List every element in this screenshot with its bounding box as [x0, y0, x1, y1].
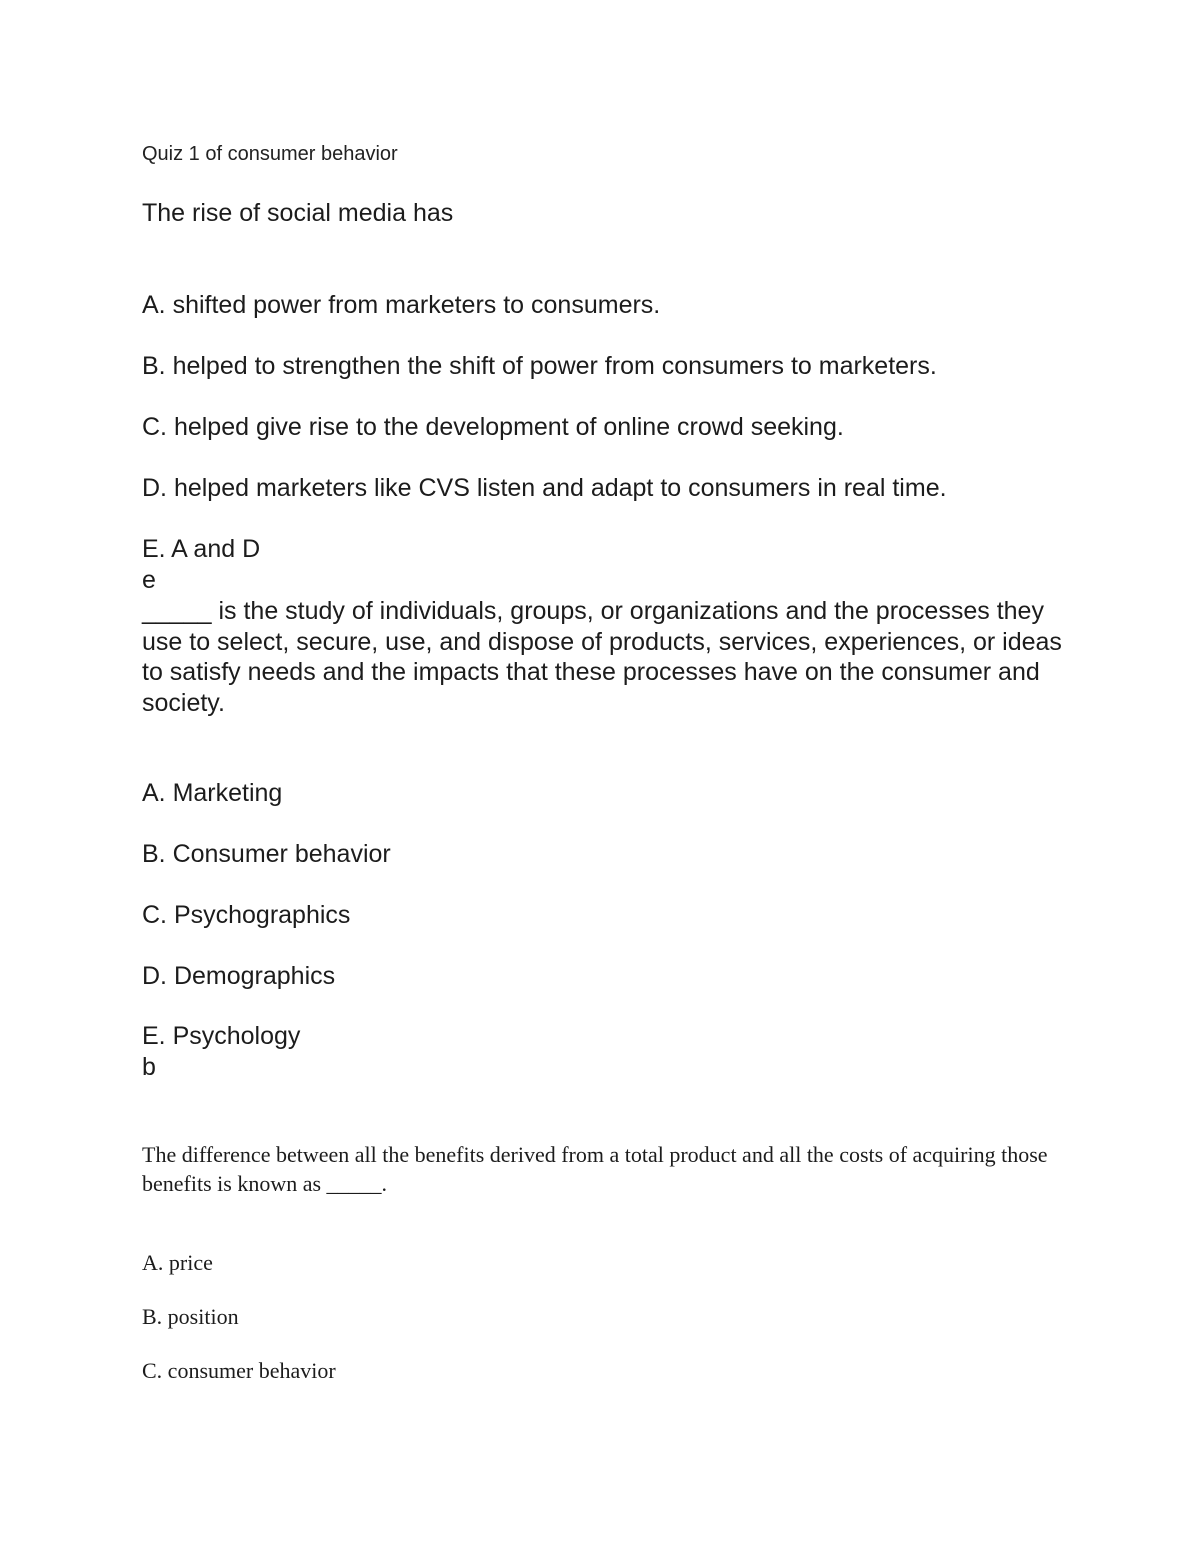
question-2-answer: b [142, 1053, 156, 1081]
question-1-option-e: E. A and D [142, 535, 261, 563]
question-2-option-a: A. Marketing [142, 779, 283, 807]
question-2-option-e: E. Psychology [142, 1022, 301, 1050]
question-1-answer: e [142, 566, 156, 594]
question-3-option-a: A. price [142, 1250, 213, 1275]
question-2-option-c: C. Psychographics [142, 901, 351, 929]
question-3-prompt: The difference between all the benefits derived from a total product and all the costs of acquiring those benefits is known as _____. [142, 1142, 1048, 1196]
question-1-option-a: A. shifted power from marketers to consumers. [142, 291, 661, 319]
question-3-option-b: B. position [142, 1304, 239, 1329]
question-1-option-c: C. helped give rise to the development of online crowd seeking. [142, 413, 844, 441]
question-1-prompt: The rise of social media has [142, 199, 454, 227]
question-2-option-d: D. Demographics [142, 962, 336, 990]
question-2-prompt: _____ is the study of individuals, groups, or organizations and the processes they use to select, secure, use, and dispose of products, services, experiences, or ideas to satisfy needs and the impacts that these processes have on the consumer and society. [142, 597, 1062, 717]
document-title: Quiz 1 of consumer behavior [142, 143, 398, 165]
question-1-option-d: D. helped marketers like CVS listen and adapt to consumers in real time. [142, 474, 947, 502]
question-3-option-c: C. consumer behavior [142, 1358, 336, 1383]
question-1-option-b: B. helped to strengthen the shift of power from consumers to marketers. [142, 352, 937, 380]
question-2-option-b: B. Consumer behavior [142, 840, 391, 868]
